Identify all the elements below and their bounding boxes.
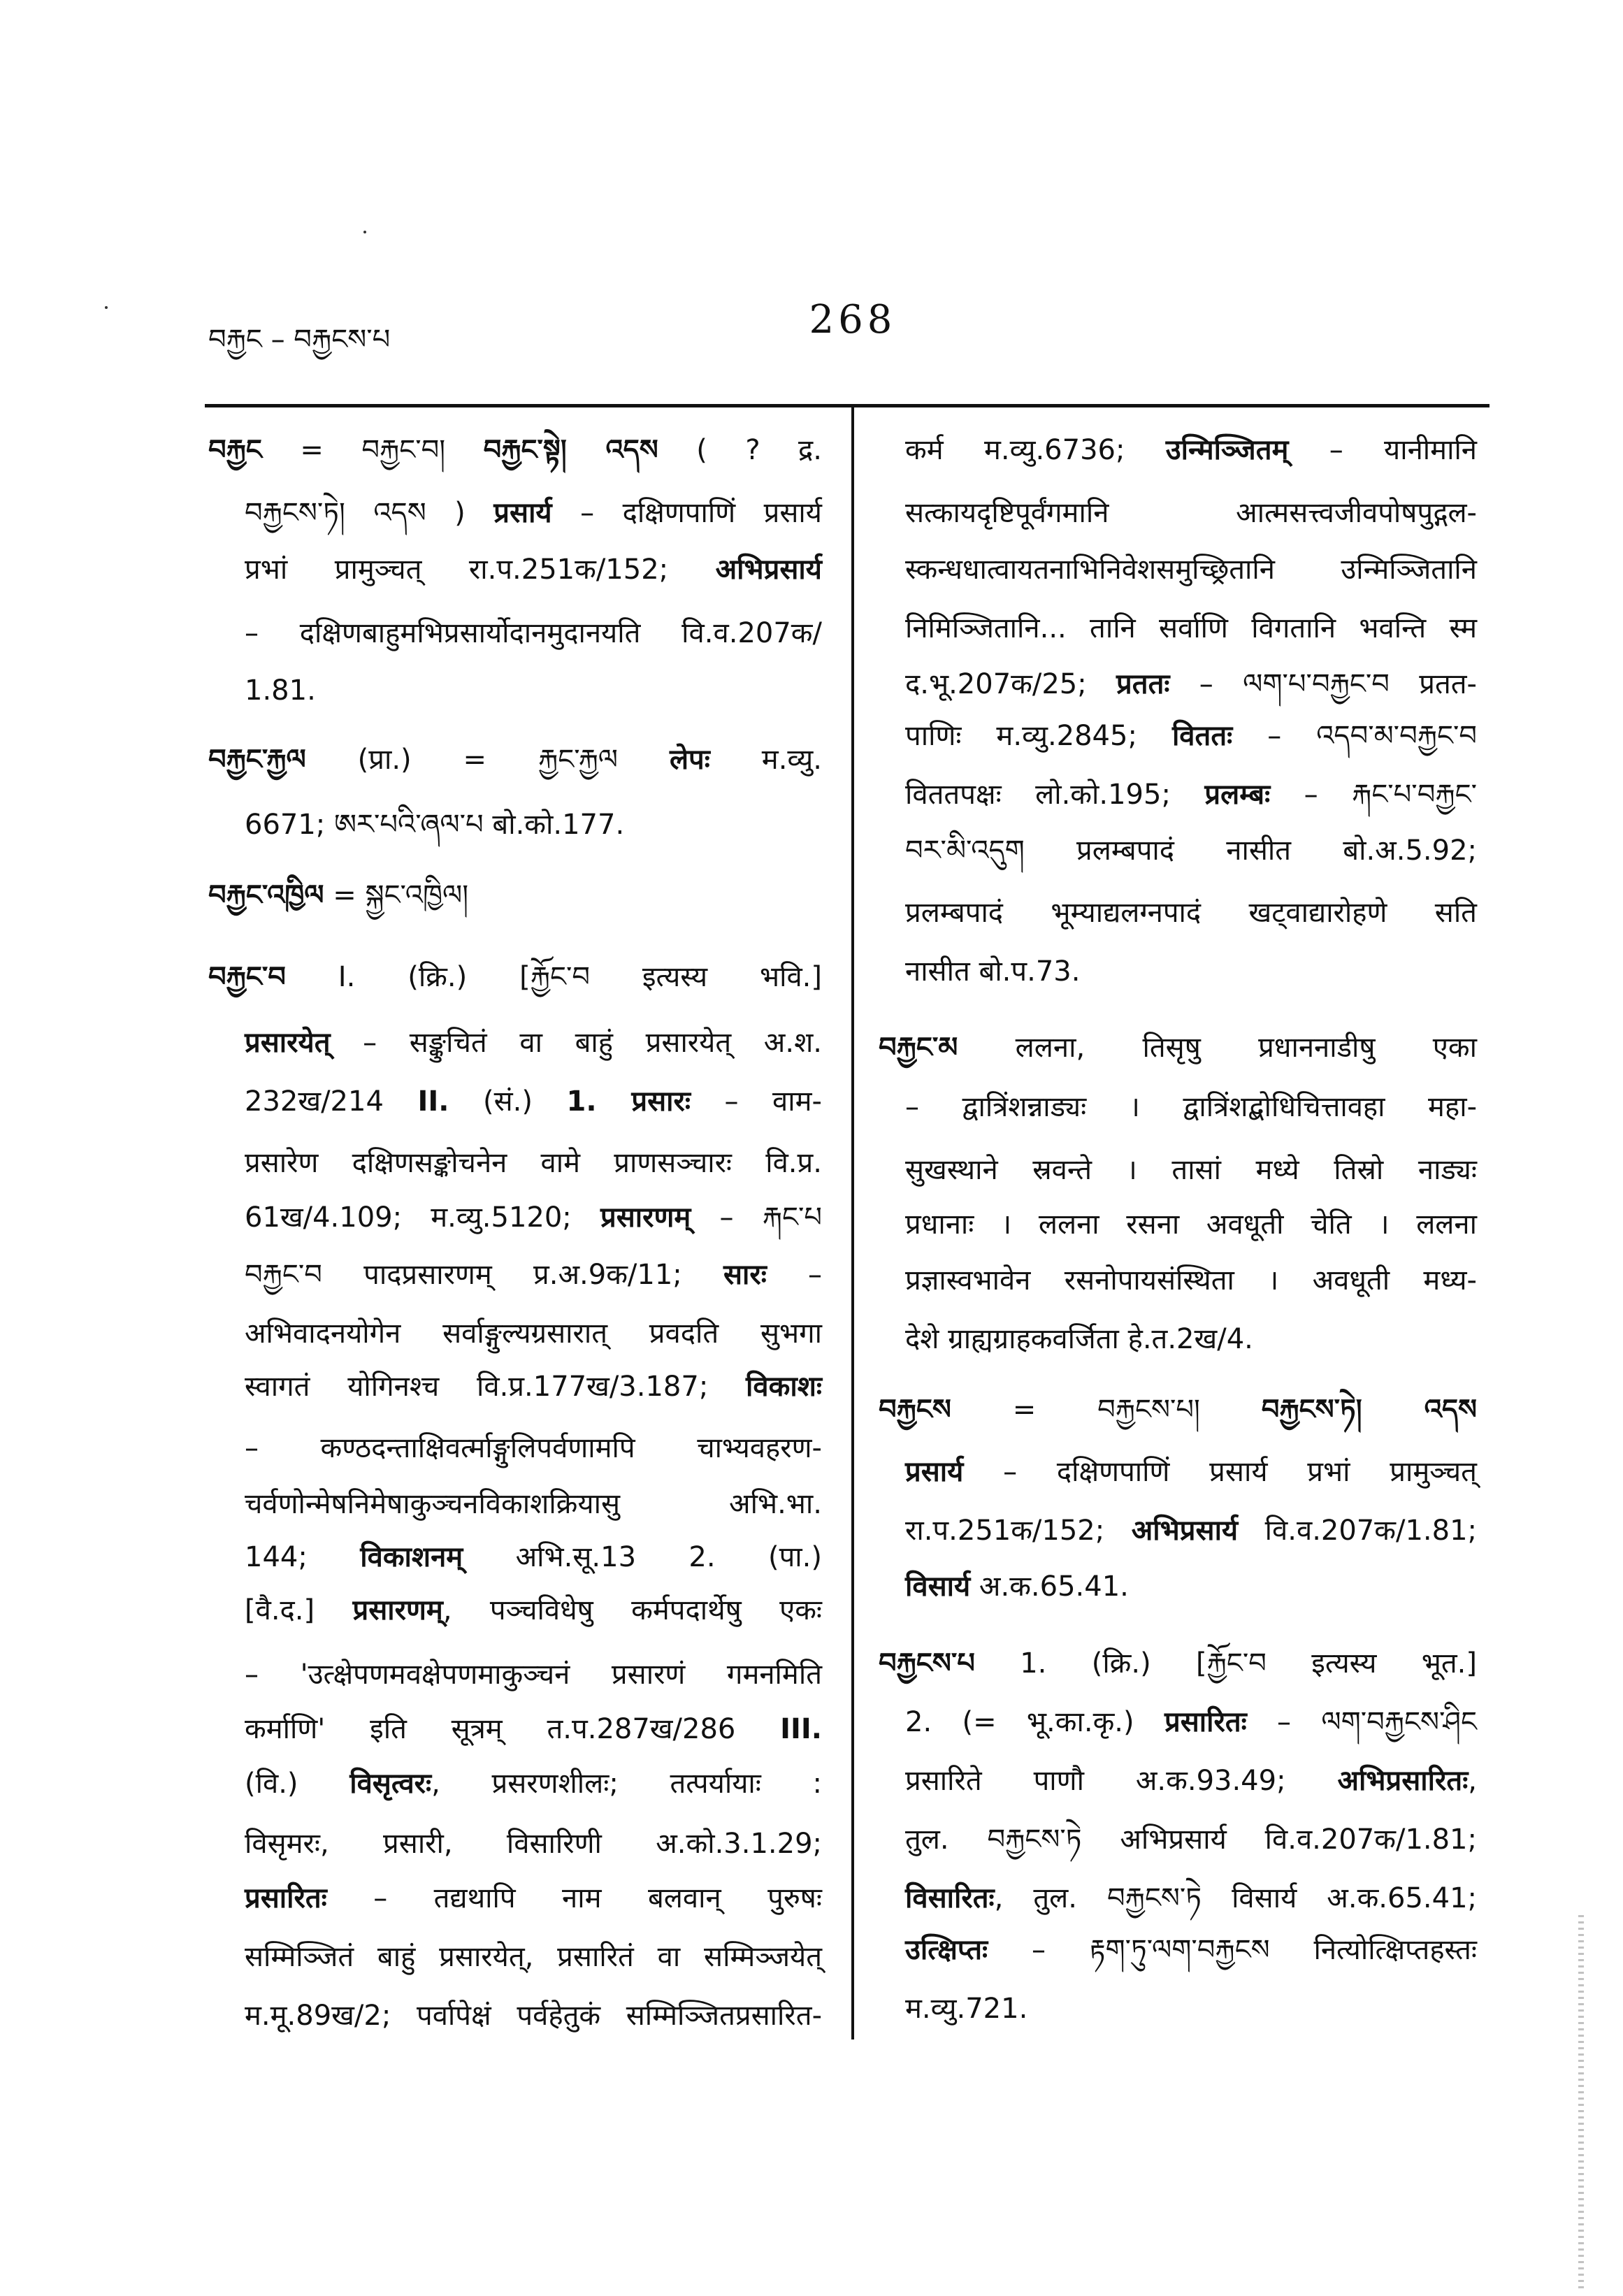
text-line [905, 774, 1477, 816]
text-line [905, 1819, 1477, 1861]
headword: བརྐྱངས [879, 1394, 951, 1426]
text-segment: कर्म म.व्यु.6736; [905, 434, 1166, 466]
text-segment: = བརྐྱང་བ། [261, 434, 484, 466]
text-line [905, 1760, 1477, 1802]
headword: अभिप्रसार्य [715, 554, 822, 586]
text-segment: निमिञ्जितानि... तानि सर्वाणि विगतानि भवन्ति स्म [905, 612, 1477, 644]
headword: प्रलम्बः [1204, 779, 1271, 811]
text-segment: अ.क.65.41. [970, 1571, 1129, 1603]
entry-headline [879, 1027, 1477, 1069]
text-line [905, 830, 1477, 872]
text-segment: 1. (क्रि.) [རྐྱོང་བ इत्यस्य भूत.] [974, 1647, 1477, 1680]
text-segment: – ལག་བརྐྱངས་ཤིང [1246, 1706, 1477, 1738]
text-line [905, 549, 1477, 591]
headword: प्रसारितः [245, 1882, 327, 1914]
headword: བརྐྱང་སྟེ། འདས [483, 434, 658, 466]
text-segment: – दक्षिणपाणिं प्रसार्य [551, 497, 822, 529]
text-segment: – दक्षिणपाणिं प्रसार्य प्रभां प्रामुञ्चत् [963, 1456, 1477, 1488]
headword: प्रसारणम् [352, 1594, 443, 1626]
text-line [905, 1451, 1477, 1493]
headword: བརྐྱང་བ [208, 961, 286, 993]
text-segment: स्वागतं योगिनश्च वि.प्र.177ख/3.187; [245, 1371, 746, 1403]
text-segment: सत्कायदृष्टिपूर्वंगमानि आत्मसत्त्वजीवपोषपुद्गल- [905, 497, 1477, 529]
header-rule [205, 404, 1489, 407]
text-line [905, 1566, 1477, 1608]
text-segment: (वि.) [245, 1768, 350, 1800]
text-segment: ( ? द्र. [658, 434, 822, 466]
entry-headline [208, 739, 822, 781]
text-line [905, 1877, 1477, 1919]
text-segment: 61ख/4.109; म.व्यु.5120; [245, 1201, 600, 1234]
text-line [245, 549, 822, 591]
headword: བརྐྱང [208, 434, 262, 466]
text-line [245, 1536, 822, 1578]
headword: प्रसार्य [493, 497, 552, 529]
text-segment: [वै.द.] [245, 1594, 353, 1626]
text-segment: देशे ग्राह्यग्राहकवर्जिता हे.त.2ख/4. [905, 1323, 1253, 1355]
text-line [905, 1701, 1477, 1743]
text-line [245, 1427, 822, 1469]
headword: लेपः [669, 744, 710, 776]
headword: II. [417, 1085, 449, 1118]
text-segment: – सङ्कुचितं वा बाहुं प्रसारयेत् अ.श. [330, 1027, 822, 1059]
entry-headline [208, 429, 822, 471]
headword: विसृत्वरः [349, 1768, 432, 1800]
text-segment: , तुल. བརྐྱངས་ཏེ विसार्य अ.क.65.41; [994, 1882, 1477, 1914]
headword: उत्क्षिप्तः [905, 1934, 988, 1966]
text-segment: प्रसारिते पाणौ अ.क.93.49; [905, 1765, 1338, 1797]
text-segment: བརྐྱངས་ཏེ། འདས ) [245, 497, 494, 529]
text-line [245, 1589, 822, 1631]
page-number: 268 [809, 297, 897, 342]
headword: प्रसारितः [1164, 1706, 1247, 1738]
text-line [905, 715, 1477, 757]
text-segment: सुखस्थाने स्रवन्ते । तासां मध्ये तिस्रो नाड्यः [905, 1154, 1477, 1186]
text-segment: अभिवादनयोगेन सर्वाङ्गुल्यग्रसारात् प्रवदति सुभगा [245, 1317, 822, 1350]
text-line [245, 1197, 822, 1239]
text-segment: , [1468, 1765, 1477, 1797]
text-segment: विसृमरः, प्रसारी, विसारिणी अ.को.3.1.29; [245, 1828, 822, 1860]
text-segment: – [766, 1259, 823, 1291]
text-line [245, 1313, 822, 1355]
entry-headline [208, 956, 822, 998]
headword: अभिप्रसारितः [1337, 1765, 1469, 1797]
column-divider [851, 405, 854, 2039]
text-segment: – རྐང་པ [691, 1201, 822, 1234]
text-segment: प्रज्ञास्वभावेन रसनोपायसंस्थिता । अवधूती मध्य- [905, 1264, 1477, 1297]
text-segment: प्रभां प्रामुञ्चत् रा.प.251क/152; [245, 554, 716, 586]
text-line [245, 1483, 822, 1525]
headword: प्रसारयेत् [245, 1027, 331, 1059]
text-line [245, 492, 822, 534]
headword: བརྐྱངས་ཏེ། འདས [1261, 1394, 1477, 1426]
text-line [245, 1142, 822, 1184]
text-segment: – कण्ठदन्ताक्षिवर्त्माङ्गुलिपर्वणामपि चाभ्यवहरण- [245, 1432, 822, 1464]
text-line [905, 892, 1477, 934]
text-line [245, 1654, 822, 1696]
text-segment: 232ख/214 [245, 1085, 418, 1118]
text-segment: ललना, तिसृषु प्रधाननाडीषु एका [958, 1032, 1477, 1064]
text-line [905, 607, 1477, 649]
text-segment: सम्मिञ्जितं बाहुं प्रसारयेत्, प्रसारितं वा सम्मिञ्जयेत् [245, 1941, 822, 1973]
text-line [905, 1510, 1477, 1552]
headword: བརྐྱང་རྐྱལ [208, 744, 306, 776]
text-segment: प्रलम्बपादं भूम्याद्यलग्नपादं खट्वाद्यारोहणे सति [905, 897, 1477, 929]
text-segment: म.व्यु.721. [905, 1993, 1028, 2025]
text-segment: चर्वणोन्मेषनिमेषाकुञ्चनविकाशक्रियासु अभि.भा. [245, 1488, 822, 1520]
text-line [245, 1763, 822, 1805]
text-line [245, 1254, 822, 1296]
entry-headline [879, 1389, 1477, 1431]
text-segment: = བརྐྱངས་པ། [951, 1394, 1262, 1426]
text-segment: म.मू.89ख/2; पर्वापेक्षं पर्वहेतुकं सम्मिञ्जितप्रसारित- [245, 2000, 822, 2032]
headword: བརྐྱང་མ [879, 1032, 958, 1064]
text-segment: – འདབ་མ་བརྐྱང་བ [1232, 720, 1478, 752]
headword: विकाशः [746, 1371, 822, 1403]
text-segment: नासीत बो.प.73. [905, 955, 1081, 988]
text-segment: विततपक्षः लो.को.195; [905, 779, 1205, 811]
headword: विकाशनम् [360, 1541, 463, 1573]
running-head: བརྐྱང – བརྐྱངས་པ [208, 324, 391, 356]
entry-headline [208, 874, 822, 916]
text-line [905, 663, 1477, 705]
text-line [905, 429, 1477, 471]
text-segment: प्रसारेण दक्षिणसङ्कोचनेन वामे प्राणसञ्चारः वि.प्र. [245, 1147, 822, 1179]
headword: བརྐྱང་འཁྱིལ [208, 879, 324, 911]
text-line [245, 1081, 822, 1122]
text-line [245, 670, 822, 712]
text-segment: (प्रा.) = རྐྱང་རྐྱལ [305, 744, 670, 776]
text-segment: བརྐྱང་བ पादप्रसारणम् प्र.अ.9क/11; [245, 1259, 723, 1291]
text-line [245, 804, 822, 846]
text-line [245, 1877, 822, 1919]
headword: प्रसारणम् [600, 1201, 691, 1234]
headword: 1. प्रसारः [566, 1085, 691, 1118]
text-segment: – རྐང་པ་བརྐྱང་ [1270, 779, 1477, 811]
text-segment: द.भू.207क/25; [905, 668, 1117, 700]
text-segment: 2. (= भू.का.कृ.) [905, 1706, 1164, 1738]
text-segment: 144; [245, 1541, 361, 1573]
text-segment: स्कन्धधात्वायतनाभिनिवेशसमुच्छ्रितानि उन्मिञ्जितानि [905, 554, 1477, 586]
text-segment: रा.प.251क/152; [905, 1515, 1132, 1547]
entry-headline [879, 1642, 1477, 1684]
text-segment: प्रधानाः । ललना रसना अवधूती चेति । ललना [905, 1208, 1477, 1241]
headword: III. [780, 1713, 822, 1745]
text-segment: कर्माणि' इति सूत्रम् त.प.287ख/286 [245, 1713, 781, 1745]
text-line [905, 1086, 1477, 1128]
headword: अभिप्रसार्य [1131, 1515, 1239, 1547]
headword: प्रसार्य [905, 1456, 964, 1488]
text-line [905, 951, 1477, 992]
text-line [905, 1149, 1477, 1191]
text-segment: – द्वात्रिंशन्नाड्यः । द्वात्रिंशद्बोधिचित्तावहा महा- [905, 1091, 1477, 1123]
headword: विसारितः [905, 1882, 995, 1914]
text-segment: I. (क्रि.) [རྐྱོང་བ इत्यस्य भवि.] [285, 961, 822, 993]
text-line [245, 612, 822, 654]
text-segment: अभि.सू.13 2. (पा.) [463, 1541, 822, 1573]
text-line [905, 1929, 1477, 1971]
headword: उन्मिञ्जितम् [1165, 434, 1289, 466]
text-line [905, 1318, 1477, 1360]
headword: བརྐྱངས་པ [879, 1647, 975, 1680]
text-segment: = སྐྱང་འཁྱིལ། [324, 879, 469, 911]
text-line [245, 1995, 822, 2037]
text-segment: – वाम- [690, 1085, 822, 1118]
scan-speck [363, 231, 366, 233]
text-line [905, 1259, 1477, 1301]
text-segment: – 'उत्क्षेपणमवक्षेपणमाकुञ्चनं प्रसारणं गमनमिति [245, 1659, 822, 1691]
headword: सारः [723, 1259, 767, 1291]
text-segment: पाणिः म.व्यु.2845; [905, 720, 1172, 752]
text-line [245, 1936, 822, 1978]
scan-speck [105, 306, 108, 309]
text-segment: म.व्यु. [709, 744, 822, 776]
text-segment: (सं.) [449, 1085, 567, 1118]
text-line [905, 492, 1477, 534]
headword: विसार्य [905, 1571, 971, 1603]
text-segment: 6671; ཨར་པའི་ཞལ་པ बो.को.177. [245, 809, 625, 841]
text-segment: तुल. བརྐྱངས་ཏེ अभिप्रसार्य वि.व.207क/1.81; [905, 1824, 1477, 1856]
text-line [245, 1708, 822, 1750]
text-segment: , पञ्चविधेषु कर्मपदार्थेषु एकः [442, 1594, 822, 1626]
text-segment: – ལག་པ་བརྐྱང་བ प्रतत- [1169, 668, 1477, 700]
scan-edge-artifact [1578, 1915, 1584, 2293]
text-line [245, 1823, 822, 1865]
text-line [905, 1988, 1477, 2030]
text-segment: – दक्षिणबाहुमभिप्रसार्योदानमुदानयति वि.व.207क/ [245, 617, 822, 649]
text-segment: – तद्यथापि नाम बलवान् पुरुषः [326, 1882, 822, 1914]
text-segment: , प्रसरणशीलः; तत्पर्यायाः : [431, 1768, 822, 1800]
text-line [905, 1204, 1477, 1246]
text-line [245, 1366, 822, 1408]
headword: विततः [1171, 720, 1233, 752]
text-line [245, 1022, 822, 1064]
text-segment: – यानीमानि [1288, 434, 1477, 466]
text-segment: – རྟག་ཏུ་ལག་བརྐྱངས नित्योत्क्षिप्तहस्तः [988, 1934, 1477, 1966]
text-segment: བར་མི་འདུག प्रलम्बपादं नासीत बो.अ.5.92; [905, 835, 1477, 867]
text-segment: 1.81. [245, 674, 316, 707]
headword: प्रततः [1116, 668, 1170, 700]
text-segment: वि.व.207क/1.81; [1238, 1515, 1477, 1547]
